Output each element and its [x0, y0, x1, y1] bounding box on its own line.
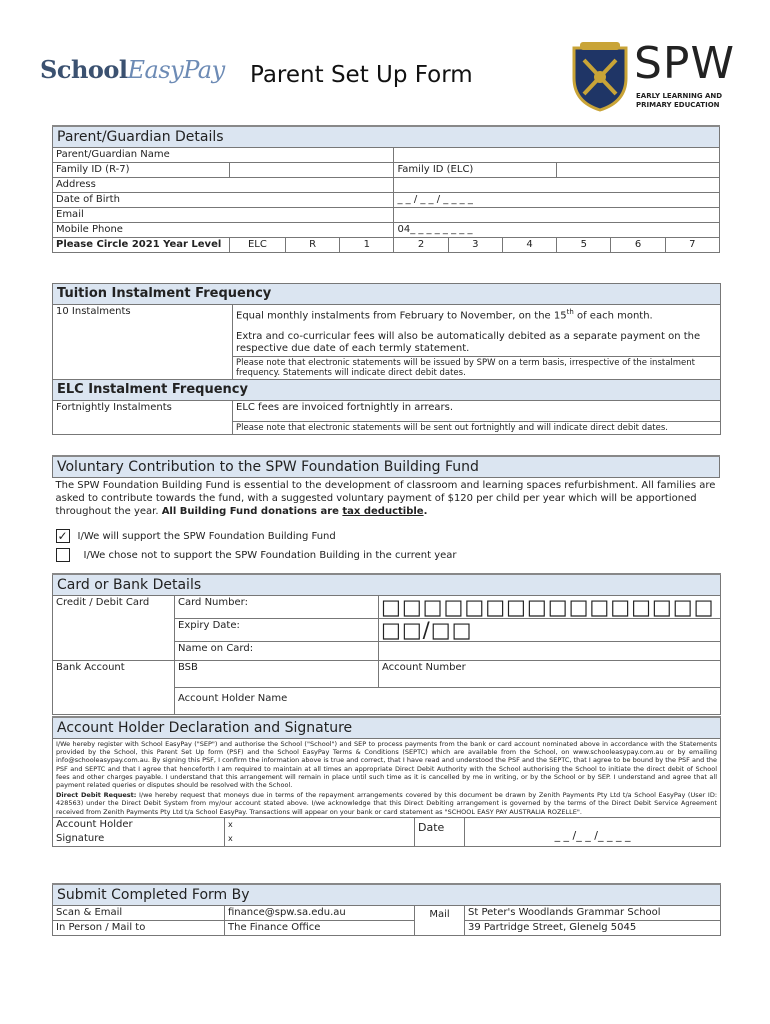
voluntary-text-bold: All Building Fund donations are	[161, 506, 343, 517]
parent-name-field[interactable]	[394, 148, 720, 163]
scan-label: Scan & Email	[53, 906, 225, 921]
parent-details-table	[52, 125, 720, 253]
brand-sub-line1: EARLY LEARNING AND	[636, 92, 723, 100]
declaration-para2-bold: Direct Debit Request:	[56, 791, 137, 800]
voluntary-table	[52, 455, 720, 568]
section-heading-voluntary: Voluntary Contribution to the SPW Foundation Building Fund	[53, 456, 720, 478]
email-field[interactable]	[394, 208, 720, 223]
year-level-option[interactable]: 2	[394, 238, 448, 253]
mail-line1: St Peter's Woodlands Grammar School	[465, 906, 721, 921]
year-level-option[interactable]: 6	[611, 238, 665, 253]
section-heading-tuition: Tuition Instalment Frequency	[53, 284, 721, 305]
section-heading-submit: Submit Completed Form By	[53, 884, 721, 906]
form-title: Parent Set Up Form	[250, 62, 473, 88]
elc-note: Please note that electronic statements will be sent out fortnightly and will indicate direct debit dates.	[233, 422, 721, 435]
declaration-para2-text: I/we hereby request that moneys due in terms of the repayment arrangements covered by this document be drawn by Zenith Payments Pty Ltd t/a School EasyPay (User ID: 428563) under the Direct Debit System from my/our account stated above. I/we acknowledge that this Direct Debiting arrangement is governed by the terms of the Direct Debit Service Agreement received from Zenith Payments Pty Ltd t/a School EasyPay. Transactions will appear on your bank or card statement as "SCHOOL EASY PAY AUSTRALIA ROZELLE".	[56, 791, 718, 816]
logo-text-school: School	[40, 55, 128, 84]
family-id-elc-field[interactable]	[557, 163, 720, 178]
mail-label: Mail	[415, 906, 465, 936]
mail-line2: 39 Partridge Street, Glenelg 5045	[465, 921, 721, 936]
date-label: Date	[415, 817, 465, 846]
submit-table	[52, 883, 721, 936]
family-id-elc-label: Family ID (ELC)	[394, 163, 557, 178]
section-heading-card: Card or Bank Details	[53, 574, 721, 596]
parent-name-label: Parent/Guardian Name	[53, 148, 394, 163]
date-field[interactable]: _ _ /_ _ /_ _ _ _	[465, 817, 721, 846]
voluntary-option-yes-label: I/We will support the SPW Foundation Building Fund	[77, 531, 336, 542]
mobile-label: Mobile Phone	[53, 223, 394, 238]
schooleasypay-logo	[40, 55, 225, 84]
year-level-option[interactable]: R	[286, 238, 340, 253]
tuition-line1-text: Equal monthly instalments from February to November, on the 15	[236, 310, 567, 322]
checkbox-checked-icon[interactable]: ✓	[57, 529, 68, 543]
card-number-label: Card Number:	[175, 596, 379, 619]
sig-line2[interactable]: x	[225, 832, 415, 847]
spw-brand-sub	[636, 92, 722, 110]
year-level-option[interactable]: 5	[557, 238, 611, 253]
account-holder-field[interactable]: Account Holder Name	[175, 688, 721, 715]
tuition-line1	[233, 305, 721, 324]
address-label: Address	[53, 178, 394, 193]
elc-option-label: Fortnightly Instalments	[53, 401, 233, 435]
voluntary-text-underline: tax deductible	[342, 506, 424, 517]
voluntary-text-end: .	[423, 506, 428, 517]
voluntary-text-body: The SPW Foundation Building Fund is essential to the development of classroom and learning spaces refurbishment. All families are asked to contribute towards the fund, with a suggested voluntary payment of $120 per child per year which will be apportioned throughout the year.	[55, 480, 716, 517]
sig-line1[interactable]: x	[225, 817, 415, 832]
year-level-option[interactable]: 4	[502, 238, 556, 253]
credit-card-label: Credit / Debit Card	[53, 596, 175, 661]
scan-value: finance@spw.sa.edu.au	[225, 906, 415, 921]
year-level-label: Please Circle 2021 Year Level	[53, 238, 230, 253]
year-level-option[interactable]: ELC	[229, 238, 285, 253]
section-heading-elc: ELC Instalment Frequency	[53, 380, 721, 401]
tuition-note: Please note that electronic statements will be issued by SPW on a term basis, irrespective of the instalment frequency. Statements will indicate direct debit dates.	[233, 357, 721, 380]
name-on-card-label: Name on Card:	[175, 642, 379, 661]
elc-line1: ELC fees are invoiced fortnightly in arrears.	[233, 401, 721, 422]
card-number-boxes[interactable]: □□□□□□□□□□□□□□□□	[379, 596, 721, 619]
voluntary-text	[53, 478, 720, 529]
tuition-line2: Extra and co-curricular fees will also be automatically debited as a separate payment on the respective due date of each termly statement.	[233, 323, 721, 357]
checkbox-empty-icon[interactable]	[56, 548, 70, 562]
declaration-para1: I/We hereby register with School EasyPay ("SEP") and authorise the School ("School") and SEP to process payments from the bank or card account nominated above in accordance with the Statements provided by the School, this Parent Set Up form (PSF) and the School EasyPay Terms & Conditions (SEPTC) which are available from the School, on www.schooleasypay.com.au or by emailing info@schooleasypay.com.au. By signing this PSF, I confirm the information above is true and correct, that I have read and understood the PSF and the SEPTC, that I agree to be bound by the PSF and the PSF and SEPTC and that I agree that henceforth I am required to maintain at all times an appropriate Direct Debit Authority with the School authorising the School to initiate the direct debit of School fees and other charges payable. I understand that this arrangement will remain in place until such time as it is cancelled by me in writing, or by the School or by SEP. I understand and agree that all payment related queries or disputes should be resolved with the School.	[53, 739, 721, 791]
declaration-para2	[53, 790, 721, 817]
form-header	[0, 0, 770, 120]
bank-account-label: Bank Account	[53, 661, 175, 715]
voluntary-option-no-label: I/We chose not to support the SPW Foundation Building in the current year	[83, 550, 457, 561]
brand-sub-line2: PRIMARY EDUCATION	[636, 101, 720, 109]
mobile-field[interactable]: 04_ _ _ _ _ _ _ _	[394, 223, 720, 238]
card-bank-table	[52, 573, 721, 715]
section-heading-declaration: Account Holder Declaration and Signature	[53, 717, 721, 739]
instalment-table	[52, 283, 721, 435]
name-on-card-field[interactable]	[379, 642, 721, 661]
voluntary-option-no[interactable]	[53, 547, 720, 568]
tuition-option-label: 10 Instalments	[53, 305, 233, 380]
year-level-option[interactable]: 7	[665, 238, 719, 253]
address-field[interactable]	[394, 178, 720, 193]
family-id-r7-label: Family ID (R-7)	[53, 163, 230, 178]
section-heading-parent: Parent/Guardian Details	[53, 126, 720, 148]
expiry-label: Expiry Date:	[175, 619, 379, 642]
bsb-field[interactable]: BSB	[175, 661, 379, 688]
tuition-line1-end: of each month.	[573, 310, 653, 322]
logo-text-easypay: EasyPay	[127, 56, 225, 84]
spw-brand: SPW	[634, 38, 735, 89]
dob-field[interactable]: _ _ / _ _ / _ _ _ _	[394, 193, 720, 208]
person-label: In Person / Mail to	[53, 921, 225, 936]
voluntary-option-yes[interactable]	[53, 528, 720, 547]
email-label: Email	[53, 208, 394, 223]
family-id-r7-field[interactable]	[229, 163, 394, 178]
year-level-option[interactable]: 1	[340, 238, 394, 253]
year-level-option[interactable]: 3	[448, 238, 502, 253]
declaration-table	[52, 716, 721, 847]
tuition-line1-sup: th	[566, 308, 574, 316]
person-value: The Finance Office	[225, 921, 415, 936]
sig-label2: Signature	[53, 832, 225, 847]
sig-label1: Account Holder	[53, 817, 225, 832]
dob-label: Date of Birth	[53, 193, 394, 208]
school-crest-icon	[570, 42, 630, 112]
expiry-boxes[interactable]: □□/□□	[379, 619, 721, 642]
account-number-field[interactable]: Account Number	[379, 661, 721, 688]
